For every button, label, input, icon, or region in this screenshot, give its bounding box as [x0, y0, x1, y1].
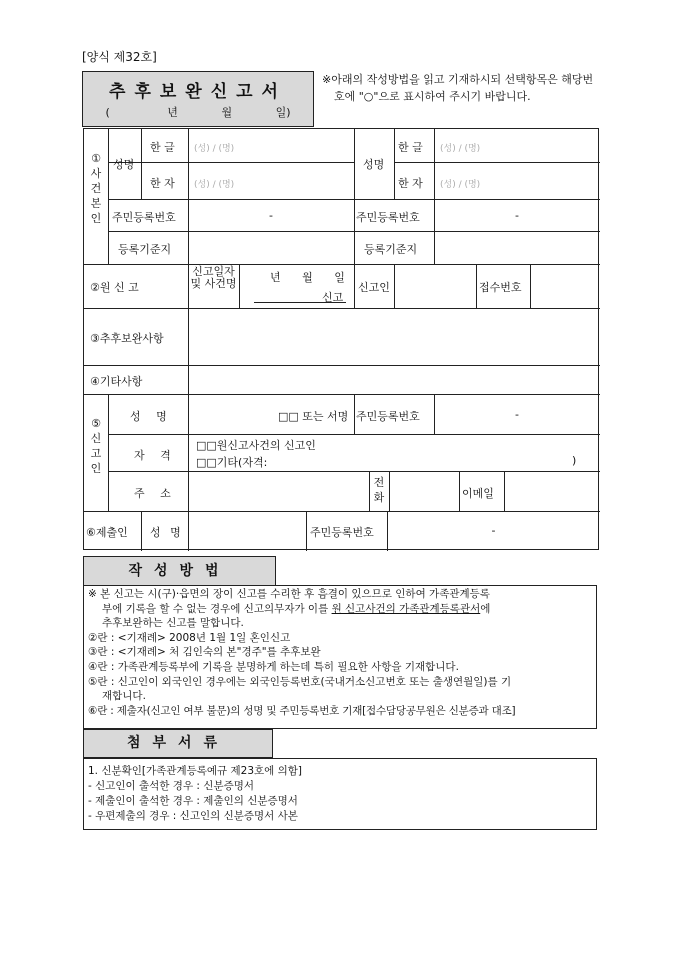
title-date: [83, 104, 313, 120]
guide-note-1: ※ 본 신고는 시(구)·읍면의 장이 신고를 수리한 후 흠결이 있으므로 인하여 가족관계등록: [88, 588, 490, 600]
guide-line-3: ③란 : <기재례> 처 김인숙의 본"경주"를 추후보완: [88, 646, 321, 659]
subject-hangul-field[interactable]: (성) / (명): [194, 144, 235, 154]
subject2-hangul-field[interactable]: (성) / (명): [440, 144, 481, 154]
reporter-rrn-field[interactable]: -: [515, 408, 519, 421]
form-title: 추후보완신고서: [109, 82, 287, 102]
form-number: [양식 제32호]: [82, 50, 157, 64]
reporter-qualification-label: 자 격: [134, 449, 171, 462]
original-reporter-label: 신고인: [358, 281, 390, 294]
qualification-option-original[interactable]: □□원신고사건의 신고인: [196, 439, 316, 452]
reporter-email-label: 이메일: [462, 487, 494, 500]
section5-label: ⑤신고인: [90, 417, 102, 475]
receipt-number-label: 접수번호: [479, 281, 522, 294]
main-form: [83, 128, 599, 550]
title-date-day: 일): [275, 106, 291, 119]
original-date-field[interactable]: 년 월 일: [270, 271, 345, 284]
subject-rrn-label: 주민등록번호: [112, 211, 176, 224]
original-report-suffix: 신고: [322, 291, 344, 304]
attachments-heading: 첨부서류: [83, 729, 273, 758]
section3-label: ③추후보완사항: [90, 332, 164, 345]
section6-label: ⑥제출인: [86, 526, 128, 539]
reporter-sign-field[interactable]: □□ 또는 서명: [278, 410, 349, 423]
title-date-open: (: [105, 106, 110, 119]
attachments-box: [83, 758, 597, 830]
subject2-hanja-label: 한 자: [398, 177, 423, 190]
reporter-address-label: 주 소: [134, 487, 171, 500]
guide-line-5a: ⑤란 : 신고인이 외국인인 경우에는 외국인등록번호(국내거소신고번호 또는 출생연월일)를 기: [88, 675, 512, 688]
submitter-name-label: 성 명: [150, 526, 181, 539]
instruction-notice: [322, 71, 598, 105]
guide-note-2: [88, 602, 592, 617]
attachments-line-3: - 제출인이 출석한 경우 : 제출인의 신분증명서: [88, 795, 298, 807]
guide-note-2-underlined: 원 신고사건의 가족관계등록관서: [331, 602, 481, 615]
title-date-month: 월: [221, 106, 233, 119]
subject-rrn-field[interactable]: -: [269, 209, 273, 222]
guide-note-3: 추후보완하는 신고를 말합니다.: [102, 617, 244, 630]
subject-hanja-field[interactable]: (성) / (명): [194, 180, 235, 190]
subject2-hanja-field[interactable]: (성) / (명): [440, 180, 481, 190]
guide-note-2a: 부에 기록을 할 수 없는 경우에 신고의무자가 이를: [102, 602, 332, 615]
guide-line-2: ②란 : <기재례> 2008년 1월 1일 혼인신고: [88, 631, 291, 644]
title-box: [82, 71, 314, 127]
guide-note-2b: 에: [480, 602, 491, 615]
subject2-hangul-label: 한 글: [398, 141, 423, 154]
subject2-registry-label: 등록기준지: [364, 243, 418, 256]
section4-label: ④기타사항: [90, 375, 143, 388]
subject-hangul-label: 한 글: [150, 141, 175, 154]
attachments-line-4: - 우편제출의 경우 : 신고인의 신분증명서 사본: [88, 810, 298, 822]
guide-line-5b: 재합니다.: [102, 690, 146, 703]
attachments-line-2: - 신고인이 출석한 경우 : 신분증명서: [88, 780, 255, 792]
qualification-other-close: ): [572, 454, 577, 467]
title-date-year: 년: [167, 106, 178, 119]
reporter-rrn-label: 주민등록번호: [356, 410, 420, 423]
section1-label: ①사건본인: [90, 152, 102, 225]
date-case-label: 신고일자 및 사건명: [190, 265, 237, 290]
subject-name-label: 성명: [113, 158, 135, 171]
subject2-rrn-field[interactable]: -: [515, 209, 519, 222]
guide-box: [83, 585, 597, 729]
section2-label: ②원 신 고: [90, 281, 139, 294]
subject-registry-label: 등록기준지: [118, 243, 172, 256]
submitter-rrn-label: 주민등록번호: [310, 526, 374, 539]
reporter-phone-label: 전화: [373, 476, 385, 504]
reporter-name-label: 성 명: [130, 410, 167, 423]
guide-line-6: ⑥란 : 제출자(신고인 여부 불문)의 성명 및 주민등록번호 기재[접수담당공무원은 신분증과 대조]: [88, 704, 516, 717]
subject-hanja-label: 한 자: [150, 177, 175, 190]
qualification-option-other[interactable]: □□기타(자격:: [196, 456, 268, 469]
guide-line-4: ④란 : 가족관계등록부에 기록을 분명하게 하는데 특히 필요한 사항을 기재합니다.: [88, 660, 459, 673]
subject2-rrn-label: 주민등록번호: [356, 211, 420, 224]
subject2-name-label: 성명: [363, 158, 385, 171]
instruction-notice-text: ※아래의 작성방법을 읽고 기재하시되 선택항목은 해당번호에 "○"으로 표시하여 주시기 바랍니다.: [322, 73, 594, 103]
attachments-line-1: 1. 신분확인[가족관계등록예규 제23호에 의함]: [88, 765, 303, 777]
submitter-rrn-field[interactable]: -: [491, 524, 496, 537]
guide-heading: 작성방법: [83, 556, 276, 586]
